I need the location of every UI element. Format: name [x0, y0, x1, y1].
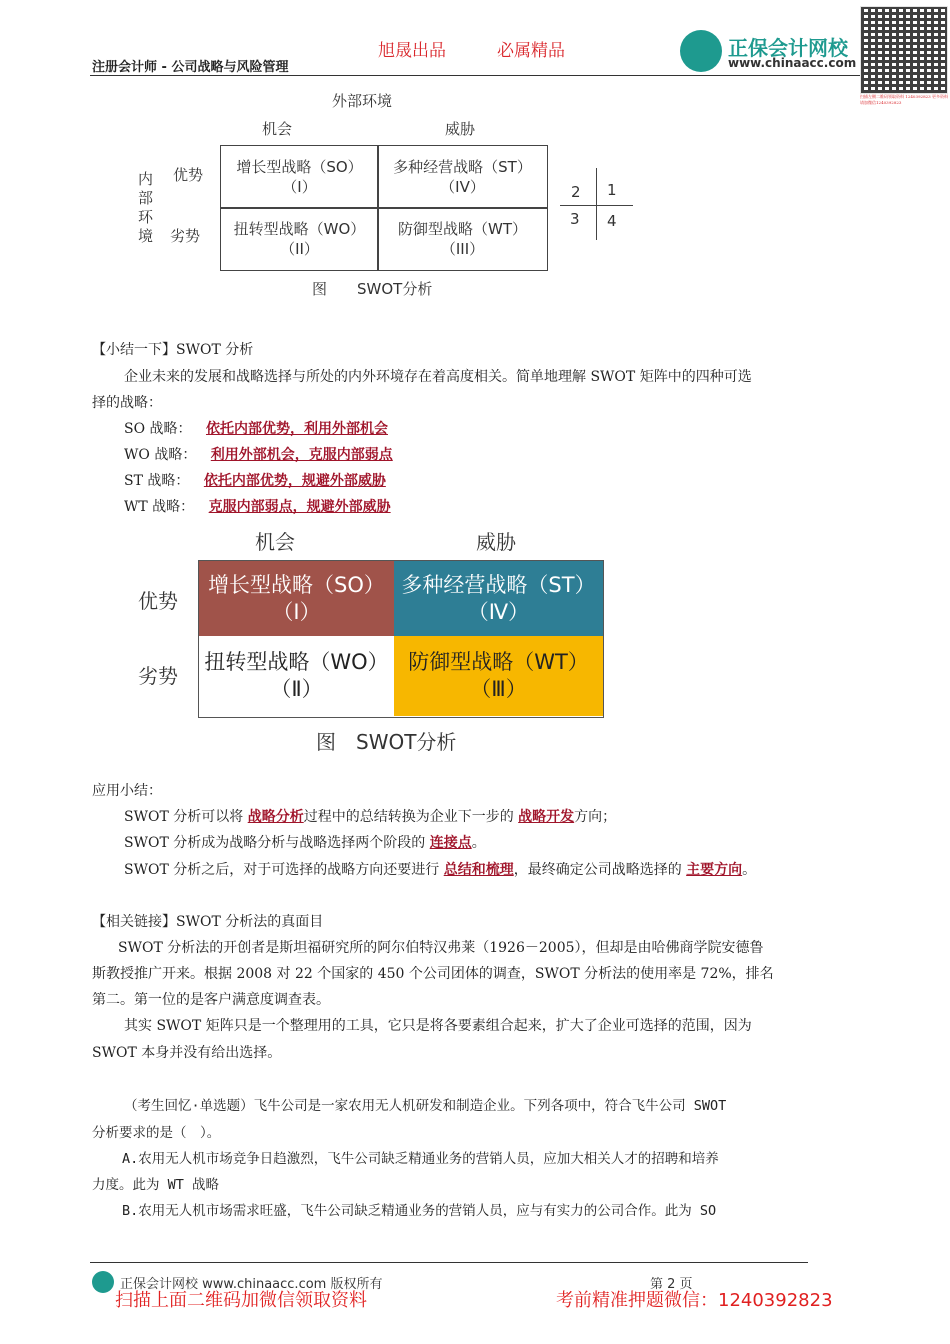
question-line-1: （考生回忆·单选题）飞牛公司是一家农用无人机研发和制造企业。下列各项中，符合飞牛公司 SWOT	[124, 1098, 727, 1114]
st-label: ST 战略：	[124, 473, 190, 489]
st-num-2: （Ⅳ）	[467, 599, 530, 624]
logo-url: www.chinaacc.com	[728, 56, 857, 70]
summary-intro-1: 企业未来的发展和战略选择与所处的内外环境存在着高度相关。简单地理解 SWOT 矩阵中的四种可选	[124, 369, 752, 385]
logo-name: 正保会计网校	[728, 36, 848, 60]
wo-cell-2	[199, 636, 394, 716]
st-name-2: 多种经营战略（ST）	[401, 572, 596, 597]
footer-copyright: 正保会计网校 www.chinaacc.com 版权所有	[120, 1277, 383, 1292]
app-l1-e: 方向；	[574, 809, 617, 825]
header-doc-title: 注册会计师 - 公司战略与风险管理	[92, 60, 289, 75]
wt-label: WT 战略：	[124, 499, 195, 515]
external-env-label: 外部环境	[332, 92, 393, 110]
weakness-label: 劣势	[170, 227, 201, 245]
app-l3-c: ，最终确定公司战略选择的	[513, 862, 687, 878]
wo-cell	[220, 207, 379, 271]
footer-promo-left[interactable]: 扫描上面二维码加微信领取资料	[115, 1290, 367, 1311]
related-p2-l1: 其实 SWOT 矩阵只是一个整理用的工具，它只是将各要素组合起来，扩大了企业可选择的范围，因为	[124, 1018, 752, 1034]
header-slogan-1: 旭晟出品	[378, 41, 446, 61]
summary-heading: 【小结一下】SWOT 分析	[92, 342, 254, 358]
application-line-1	[124, 804, 616, 830]
footer-promo-right[interactable]: 考前精准押题微信：1240392823	[556, 1290, 833, 1311]
wt-num: （III）	[440, 240, 485, 258]
st-cell-2	[394, 561, 603, 636]
st-row	[124, 468, 386, 494]
related-heading: 【相关链接】SWOT 分析法的真面目	[92, 914, 324, 930]
opportunity-label: 机会	[262, 120, 293, 138]
strength-label-2: 优势	[138, 589, 178, 613]
app-l2-c: 。	[471, 835, 486, 851]
st-num: （IV）	[440, 178, 485, 196]
logo-icon	[680, 30, 722, 72]
question-line-2: 分析要求的是（ ）。	[92, 1125, 221, 1141]
application-line-3	[124, 857, 756, 883]
diagram2-caption: 图 SWOT分析	[316, 730, 457, 754]
footer-page-number: 第 2 页	[650, 1277, 693, 1292]
st-cell	[377, 145, 548, 209]
app-l2-a: SWOT 分析成为战略分析与战略选择两个阶段的	[124, 835, 430, 851]
app-l3-b: 总结和梳理	[443, 862, 514, 878]
strength-label: 优势	[173, 166, 204, 184]
wo-text: 利用外部机会，克服内部弱点	[210, 447, 393, 463]
app-l2-b: 连接点	[429, 835, 472, 851]
opportunity-label-2: 机会	[255, 530, 295, 554]
related-p1-l1: SWOT 分析法的开创者是斯坦福研究所的阿尔伯特汉弗莱（1926－2005），但却是由哈佛商学院安德鲁	[118, 940, 764, 956]
quadrant-4: 4	[607, 212, 617, 230]
internal-env-label: 内部环境	[138, 170, 154, 245]
quadrant-1: 1	[607, 181, 617, 199]
wt-text: 克服内部弱点，规避外部威胁	[208, 499, 391, 515]
wo-label: WO 战略：	[124, 447, 197, 463]
app-l3-d: 主要方向	[686, 862, 743, 878]
app-l1-c: 过程中的总结转换为企业下一步的	[303, 809, 519, 825]
wt-cell	[377, 207, 548, 271]
option-b-line-1: B.农用无人机市场需求旺盛，飞牛公司缺乏精通业务的营销人员，应与有实力的公司合作。此为 SO	[122, 1203, 717, 1219]
app-l1-a: SWOT 分析可以将	[124, 809, 248, 825]
so-cell-2	[199, 561, 394, 636]
wo-name-2: 扭转型战略（WO）	[204, 650, 389, 674]
so-name: 增长型战略（SO）	[236, 158, 363, 176]
so-text: 依托内部优势，利用外部机会	[205, 421, 388, 437]
header-slogan-2: 必属精品	[497, 41, 565, 61]
threat-label-2: 威胁	[476, 530, 516, 554]
so-num: （I）	[282, 178, 317, 196]
wo-row	[124, 442, 393, 468]
qr-caption: 扫描左侧二维码领取资料 1240392823 更多资料 请加微信1240392823	[860, 94, 948, 105]
wt-num-2: （Ⅲ）	[470, 677, 527, 701]
related-p2-l2: SWOT 本身并没有给出选择。	[92, 1045, 282, 1061]
wo-num: （II）	[280, 240, 319, 258]
so-row	[124, 416, 388, 442]
wo-name: 扭转型战略（WO）	[233, 220, 366, 238]
quadrant-3: 3	[570, 210, 580, 228]
quadrant-2: 2	[571, 183, 581, 201]
threat-label: 威胁	[445, 120, 476, 138]
quadrant-v-line	[596, 168, 597, 240]
so-num-2: （Ⅰ）	[272, 599, 321, 624]
wt-name: 防御型战略（WT）	[398, 220, 527, 238]
footer-divider	[90, 1262, 808, 1263]
weakness-label-2: 劣势	[138, 664, 178, 688]
app-l3-a: SWOT 分析之后，对于可选择的战略方向还要进行	[124, 862, 444, 878]
st-name: 多种经营战略（ST）	[393, 158, 532, 176]
footer-logo-icon	[92, 1271, 114, 1293]
wt-row	[124, 494, 391, 520]
app-l3-e: 。	[742, 862, 757, 878]
application-heading: 应用小结：	[92, 783, 162, 799]
option-a-line-2: 力度。此为 WT 战略	[92, 1177, 220, 1193]
wo-num-2: （Ⅱ）	[270, 677, 323, 701]
app-l1-d: 战略开发	[518, 809, 575, 825]
so-label: SO 战略：	[124, 421, 192, 437]
application-line-2	[124, 830, 486, 856]
qr-code-icon[interactable]	[860, 6, 948, 94]
wt-cell-2	[394, 636, 603, 716]
st-text: 依托内部优势，规避外部威胁	[203, 473, 386, 489]
related-p1-l3: 第二。第一位的是客户满意度调查表。	[92, 992, 330, 1008]
so-cell	[220, 145, 379, 209]
wt-name-2: 防御型战略（WT）	[408, 650, 589, 674]
summary-intro-2: 择的战略：	[92, 395, 162, 411]
header-divider	[90, 75, 860, 76]
diagram1-caption: 图 SWOT分析	[312, 280, 433, 298]
related-p1-l2: 斯教授推广开来。根据 2008 对 22 个国家的 450 个公司团体的调查，SWOT 分析法的使用率是 72%，排名	[92, 966, 774, 982]
so-name-2: 增长型战略（SO）	[208, 572, 385, 597]
option-a-line-1: A.农用无人机市场竞争日趋激烈，飞牛公司缺乏精通业务的营销人员，应加大相关人才的招聘和培养	[122, 1151, 719, 1167]
app-l1-b: 战略分析	[247, 809, 304, 825]
